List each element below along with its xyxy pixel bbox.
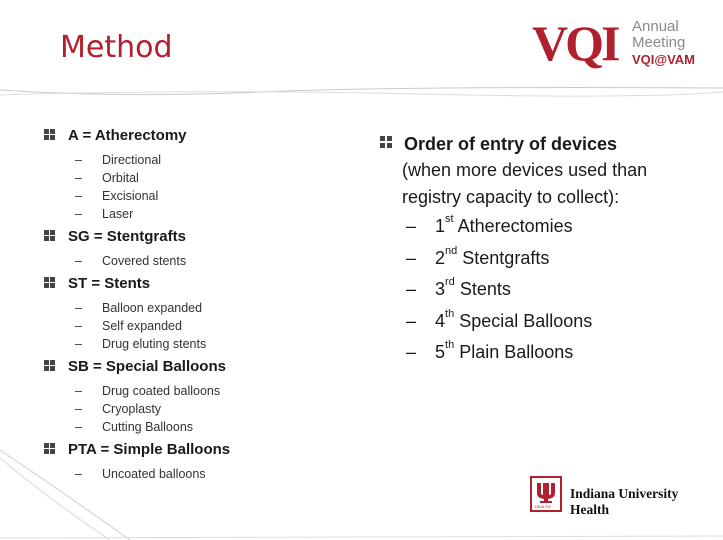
sub-item-label: Drug coated balloons [102,384,221,398]
sub-item [44,335,344,353]
bullet-icon [44,277,55,288]
sub-item-label: Laser [102,207,134,221]
bullet-icon [380,136,392,148]
list-item-label: SB = Special Balloons [68,358,226,375]
order-number: 1 [435,216,446,236]
dash-icon: – [75,337,82,351]
sub-item-label: Covered stents [102,254,187,268]
order-number: 2 [435,247,446,268]
dash-icon: – [75,420,82,434]
order-item [380,243,720,275]
order-label: Stentgrafts [462,247,550,268]
sub-item-label: Cryoplasty [102,402,162,416]
sub-item [44,299,344,317]
list-item [44,126,344,146]
sub-item-label: Excisional [102,189,159,203]
dash-icon: – [75,153,82,167]
entry-order-note-1: (when more devices used than [402,160,648,180]
order-item [380,274,720,306]
dash-icon: – [406,342,417,362]
sub-item-label: Self expanded [102,319,182,333]
order-number: 3 [435,279,446,299]
sub-item-label: Directional [102,153,162,167]
sub-item [44,382,344,400]
sub-item-label: Cutting Balloons [102,420,194,434]
iu-health-mark-label: HEALTH [535,504,551,509]
order-number: 5 [435,342,446,362]
list-item [44,274,344,294]
sub-item-label: Balloon expanded [102,301,203,315]
entry-order-heading-text: Order of entry of devices [404,134,618,154]
dash-icon: – [75,207,82,221]
vqi-logo-meeting: Meeting [632,34,686,51]
order-suffix: st [445,213,454,225]
sub-item-label: Drug eluting stents [102,337,207,351]
order-item [380,337,720,369]
sub-item [44,151,344,169]
dash-icon: – [75,254,82,268]
dash-icon: – [406,310,417,331]
entry-order-heading [380,131,720,157]
iu-health-mark [530,476,562,512]
dash-icon: – [75,301,82,315]
list-item-label: A = Atherectomy [68,127,187,144]
dash-icon: – [75,402,82,416]
sub-item-label: Uncoated balloons [102,467,206,481]
dash-icon: – [406,279,417,299]
order-label: Plain Balloons [459,342,574,362]
sub-item [44,252,344,270]
dash-icon: – [75,171,82,185]
dash-icon: – [406,247,417,268]
dash-icon: – [75,384,82,398]
order-suffix: rd [445,276,455,288]
order-label: Special Balloons [459,310,593,331]
list-item-label: PTA = Simple Balloons [68,441,231,458]
list-item [44,357,344,377]
bullet-icon [44,360,55,371]
order-number: 4 [435,310,446,331]
sub-item [44,400,344,418]
sub-item [44,317,344,335]
iu-health-logo [530,476,710,517]
list-item-label: ST = Stents [68,275,151,292]
order-item [380,211,720,243]
dash-icon: – [406,216,417,236]
title-divider [0,86,723,100]
dash-icon: – [75,467,82,481]
vqi-logo-annual: Annual [632,18,679,35]
sub-item [44,187,344,205]
iu-health-name: Indiana University Health [570,486,679,517]
entry-order-note-2: registry capacity to collect): [402,187,620,207]
order-suffix: th [445,307,455,320]
dash-icon: – [75,189,82,203]
order-suffix: th [445,339,455,351]
page-title: Method [60,30,173,65]
list-item-label: SG = Stentgrafts [68,228,186,245]
order-item [380,306,720,338]
vqi-logo-vam: VQI@VAM [632,52,695,67]
order-label: Atherectomies [457,216,573,236]
vqi-logo-brand: VQI [532,15,618,71]
bullet-icon [44,129,55,140]
order-label: Stents [459,279,511,299]
bullet-icon [44,230,55,241]
sub-item [44,205,344,223]
sub-item-label: Orbital [102,171,139,185]
entry-order-panel [380,131,720,369]
order-suffix: nd [445,244,458,257]
dash-icon: – [75,319,82,333]
vqi-logo [532,16,712,76]
sub-item [44,169,344,187]
list-item [44,227,344,247]
